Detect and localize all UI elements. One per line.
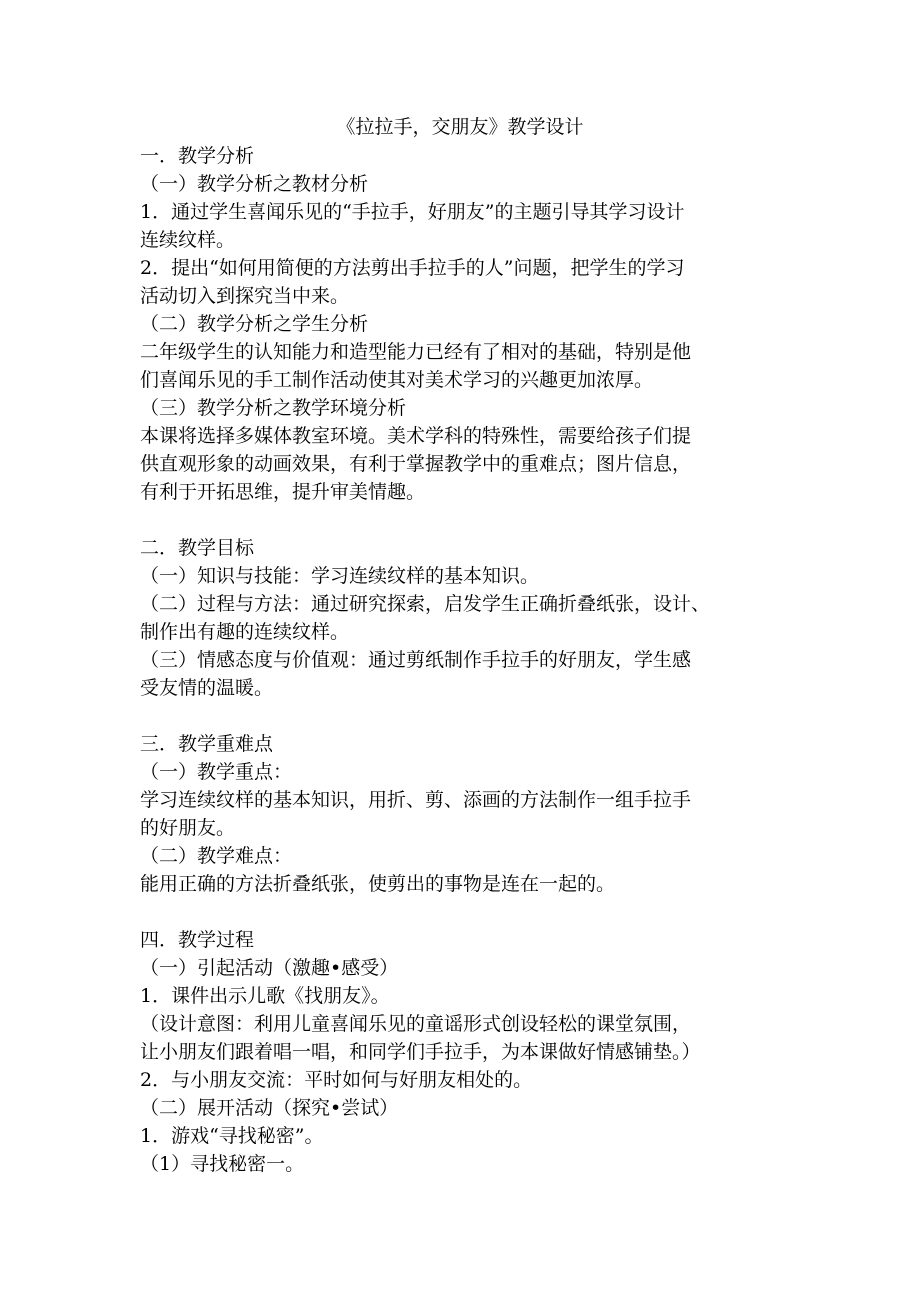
- paragraph-line: 制作出有趣的连续纹样。: [140, 621, 350, 643]
- paragraph-line: （二）过程与方法：通过研究探索，启发学生正确折叠纸张，设计、: [140, 593, 711, 615]
- paragraph-line: 受友情的温暖。: [140, 677, 274, 699]
- paragraph-line: 本课将选择多媒体教室环境。美术学科的特殊性，需要给孩子们提: [140, 425, 692, 447]
- paragraph-line: （设计意图：利用儿童喜闻乐见的童谣形式创设轻松的课堂氛围，: [140, 1013, 692, 1035]
- paragraph-line: 的好朋友。: [140, 817, 236, 839]
- section-heading: 二．教学目标: [140, 537, 255, 559]
- paragraph-line: 活动切入到探究当中来。: [140, 285, 350, 307]
- paragraph-line: （1）寻找秘密一。: [140, 1153, 305, 1175]
- paragraph-line: 连续纹样。: [140, 229, 236, 251]
- paragraph-line: （一）知识与技能：学习连续纹样的基本知识。: [140, 565, 540, 587]
- paragraph-line: 2．提出“如何用简便的方法剪出手拉手的人”问题，把学生的学习: [140, 257, 685, 279]
- paragraph-line: 让小朋友们跟着唱一唱，和同学们手拉手，为本课做好情感铺垫。）: [140, 1041, 701, 1063]
- paragraph-line: （三）情感态度与价值观：通过剪纸制作手拉手的好朋友，学生感: [140, 649, 692, 671]
- blank-line: [140, 506, 800, 534]
- blank-line: [140, 702, 800, 730]
- paragraph-line: 1．课件出示儿歌《找朋友》。: [140, 985, 390, 1007]
- section-heading: 三．教学重难点: [140, 733, 274, 755]
- paragraph-line: （二）展开活动（探究•尝试）: [140, 1097, 399, 1119]
- section-heading: 一．教学分析: [140, 145, 255, 167]
- document-body: [140, 142, 800, 1178]
- document-title: 《拉拉手，交朋友》教学设计: [336, 116, 584, 138]
- paragraph-line: 1．游戏“寻找秘密”。: [140, 1125, 324, 1147]
- paragraph-line: 们喜闻乐见的手工制作活动使其对美术学习的兴趣更加浓厚。: [140, 369, 654, 391]
- paragraph-line: （二）教学难点：: [140, 845, 293, 867]
- paragraph-line: 有利于开拓思维，提升审美情趣。: [140, 481, 426, 503]
- paragraph-line: （一）引起活动（激趣•感受）: [140, 957, 399, 979]
- paragraph-line: （一）教学重点：: [140, 761, 293, 783]
- paragraph-line: 2．与小朋友交流：平时如何与好朋友相处的。: [140, 1069, 533, 1091]
- blank-line: [140, 898, 800, 926]
- paragraph-line: 1．通过学生喜闻乐见的“手拉手，好朋友”的主题引导其学习设计: [140, 201, 685, 223]
- paragraph-line: （一）教学分析之教材分析: [140, 173, 369, 195]
- paragraph-line: （三）教学分析之教学环境分析: [140, 397, 407, 419]
- paragraph-line: 二年级学生的认知能力和造型能力已经有了相对的基础，特别是他: [140, 341, 692, 363]
- paragraph-line: 供直观形象的动画效果，有利于掌握教学中的重难点；图片信息，: [140, 453, 692, 475]
- section-heading: 四．教学过程: [140, 929, 255, 951]
- paragraph-line: 学习连续纹样的基本知识，用折、剪、添画的方法制作一组手拉手: [140, 789, 692, 811]
- paragraph-line: 能用正确的方法折叠纸张，使剪出的事物是连在一起的。: [140, 873, 616, 895]
- paragraph-line: （二）教学分析之学生分析: [140, 313, 369, 335]
